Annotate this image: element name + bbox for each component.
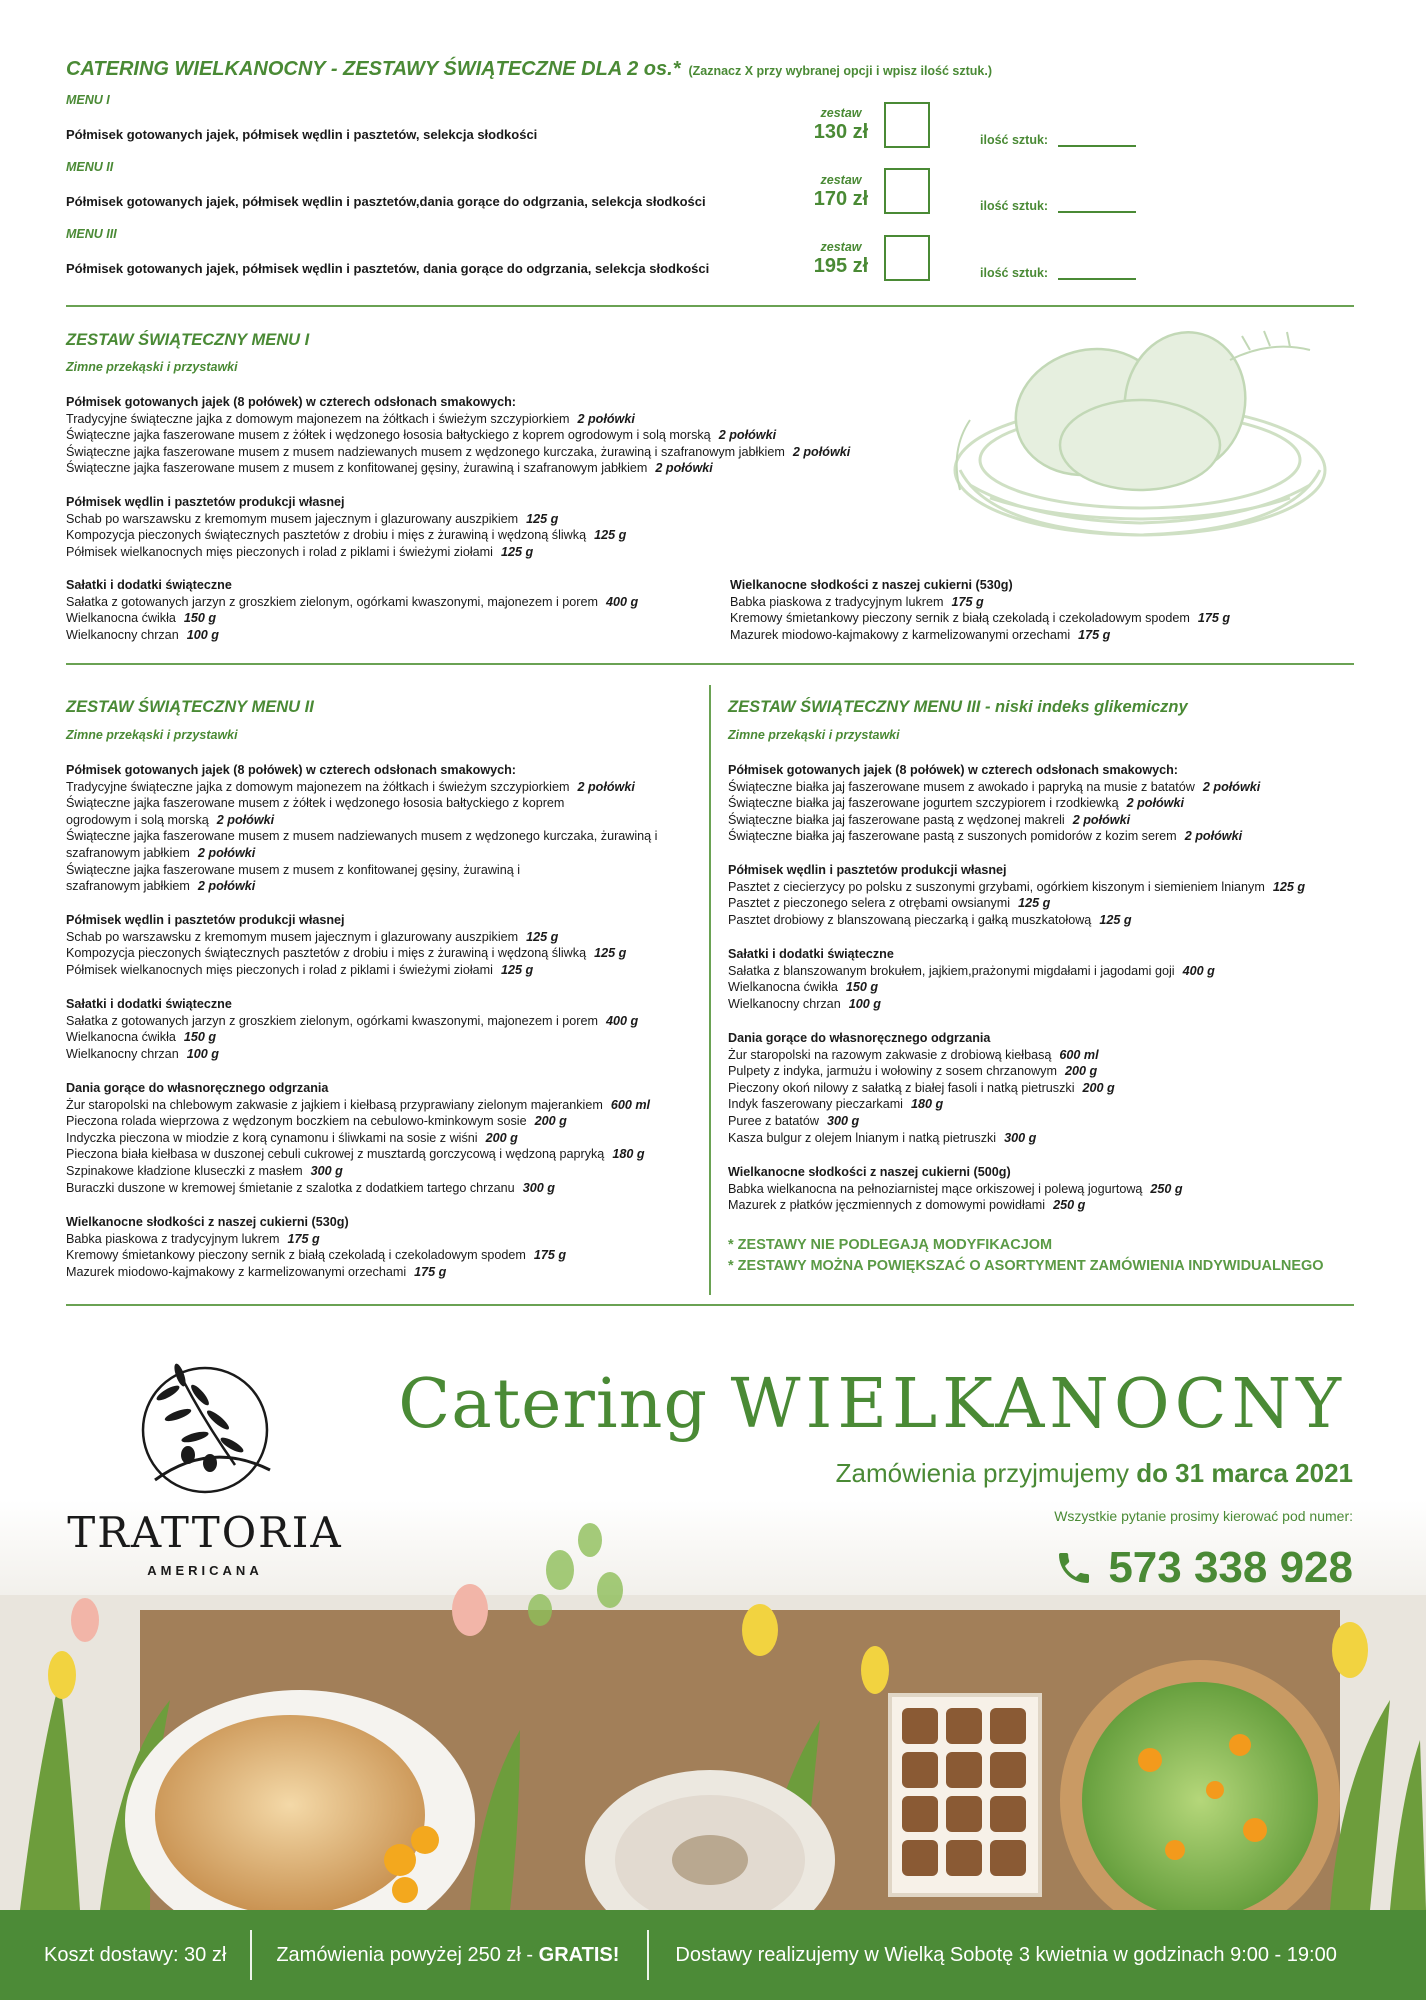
- menu-label: MENU III: [66, 227, 117, 241]
- list-item: Pieczona biała kiełbasa w duszonej cebuli cukrowej z musztardą gorczycową i wędzoną papryką 180 g: [66, 1147, 645, 1162]
- list-item: Kasza bulgur z olejem lnianym i natką pietruszki 300 g: [728, 1130, 1037, 1145]
- menu-3-eggs: [728, 762, 1260, 845]
- menu-2-hot: [66, 1080, 650, 1196]
- list-item: Babka wielkanocna na pełnoziarnistej mące orkiszowej i polewą jogurtową 250 g: [728, 1181, 1183, 1196]
- menu-1-sweets: [730, 577, 1230, 643]
- list-item: Świąteczne jajka faszerowane musem z żółtek i wędzonego łososia bałtyckiego z koprem ogrodowym i solą morską 2 połówki: [66, 796, 565, 827]
- list-item: Indyczka pieczona w miodzie z korą cynamonu i śliwkami na sosie z wiśni 200 g: [66, 1130, 518, 1145]
- divider: [66, 1304, 1354, 1306]
- menu-3-title: ZESTAW ŚWIĄTECZNY MENU III - niski indeks glikemiczny: [728, 698, 1188, 716]
- block-heading: Półmisek wędlin i pasztetów produkcji własnej: [728, 863, 1007, 877]
- order-deadline: Zamówienia przyjmujemy do 31 marca 2021: [835, 1458, 1353, 1488]
- menu-price: 195 zł: [813, 255, 869, 277]
- delivery-cost: Koszt dostawy: 30 zł: [44, 1943, 227, 1966]
- list-item: Wielkanocny chrzan 100 g: [728, 996, 881, 1011]
- block-heading: Sałatki i dodatki świąteczne: [66, 997, 232, 1011]
- list-item: Kompozycja pieczonych świątecznych pasztetów z drobiu i mięs z żurawiną i wędzoną śliwką 125 g: [66, 946, 627, 961]
- zestaw-label: zestaw: [820, 240, 862, 254]
- block-heading: Sałatki i dodatki świąteczne: [728, 947, 894, 961]
- list-item: Sałatka z gotowanych jarzyn z groszkiem zielonym, ogórkami kwaszonymi, majonezem i porem 400 g: [66, 1013, 639, 1028]
- note-line: * ZESTAWY MOŻNA POWIĘKSZAĆ O ASORTYMENT ZAMÓWIENIA INDYWIDUALNEGO: [728, 1258, 1324, 1274]
- qty-input-line[interactable]: [1058, 278, 1136, 280]
- list-item: Półmisek wielkanocnych mięs pieczonych i rolad z piklami i świeżymi ziołami 125 g: [66, 962, 534, 977]
- list-item: Pieczony okoń nilowy z sałatką z białej fasoli i natką pietruszki 200 g: [728, 1080, 1115, 1095]
- footer-divider: [250, 1930, 252, 1980]
- menu-2-meats: [66, 912, 626, 978]
- footer-divider: [647, 1930, 649, 1980]
- divider: [66, 305, 1354, 307]
- divider: [66, 663, 1354, 665]
- list-item: Świąteczne jajka faszerowane musem z żółtek i wędzonego łososia bałtyckiego z koprem ogrodowym i solą morską 2 połówki: [66, 428, 777, 443]
- block-heading: Wielkanocne słodkości z naszej cukierni (530g): [730, 578, 1013, 592]
- list-item: Mazurek miodowo-kajmakowy z karmelizowanymi orzechami 175 g: [66, 1264, 447, 1279]
- footer-bar: [0, 1910, 1426, 2000]
- title-part: WIELKANOCNY: [730, 1365, 1346, 1444]
- block-heading: Półmisek wędlin i pasztetów produkcji własnej: [66, 495, 345, 509]
- list-item: Puree z batatów 300 g: [728, 1113, 860, 1128]
- menu-3-hot: [728, 1030, 1115, 1146]
- list-item: Schab po warszawsku z kremomym musem jajecznym i glazurowany auszpikiem 125 g: [66, 511, 559, 526]
- block-heading: Wielkanocne słodkości z naszej cukierni (500g): [728, 1165, 1011, 1179]
- menu-price: 130 zł: [813, 121, 869, 143]
- list-item: Wielkanocna ćwikła 150 g: [728, 980, 879, 995]
- block-heading: Sałatki i dodatki świąteczne: [66, 578, 232, 592]
- list-item: Świąteczne białka jaj faszerowane pastą z suszonych pomidorów z kozim serem 2 połówki: [728, 829, 1243, 844]
- list-item: Indyk faszerowany pieczarkami 180 g: [728, 1097, 944, 1112]
- qty-label: ilość sztuk:: [980, 133, 1049, 147]
- menu-3-salads: [728, 946, 1215, 1012]
- list-item: Wielkanocny chrzan 100 g: [66, 1046, 219, 1061]
- qty-input-line[interactable]: [1058, 211, 1136, 213]
- menu-desc: Półmisek gotowanych jajek, półmisek wędlin i pasztetów, dania gorące do odgrzania, selekcja słodkości: [66, 261, 710, 276]
- delivery-hours: Dostawy realizujemy w Wielką Sobotę 3 kwietnia w godzinach 9:00 - 19:00: [675, 1943, 1337, 1966]
- list-item: Pasztet drobiowy z blanszowaną pieczarką i gałką muszkatołową 125 g: [728, 912, 1132, 927]
- basket-eggs-illustration: [930, 320, 1340, 550]
- block-heading: Półmisek gotowanych jajek (8 połówek) w czterech odsłonach smakowych:: [66, 395, 517, 409]
- block-heading: Półmisek gotowanych jajek (8 połówek) w czterech odsłonach smakowych:: [728, 763, 1179, 777]
- block-heading: Półmisek gotowanych jajek (8 połówek) w czterech odsłonach smakowych:: [66, 763, 517, 777]
- list-item: Schab po warszawsku z kremomym musem jajecznym i glazurowany auszpikiem 125 g: [66, 929, 559, 944]
- list-item: Pasztet z ciecierzycy po polsku z suszonymi grzybami, ogórkiem kiszonym i siemieniem lnianym 125 g: [728, 879, 1306, 894]
- list-item: Mazurek z płatków jęczmiennych z domowymi powidłami 250 g: [728, 1198, 1086, 1213]
- menu-1-eggs: [66, 394, 850, 477]
- block-heading: Dania gorące do własnoręcznego odgrzania: [66, 1081, 329, 1095]
- phone-row[interactable]: [1054, 1540, 1353, 1596]
- order-note: (Zaznacz X przy wybranej opcji i wpisz ilość sztuk.): [688, 64, 993, 78]
- order-title: CATERING WIELKANOCNY - ZESTAWY ŚWIĄTECZNE DLA 2 os.* (Zaznacz X przy wybranej opcji i wpisz ilość sztuk.): [66, 58, 993, 80]
- list-item: Mazurek miodowo-kajmakowy z karmelizowanymi orzechami 175 g: [730, 627, 1111, 642]
- menu-3-sweets: [728, 1164, 1183, 1214]
- qty-input-line[interactable]: [1058, 145, 1136, 147]
- menu-price: 170 zł: [813, 188, 869, 210]
- menu-2-subtitle: Zimne przekąski i przystawki: [66, 728, 238, 742]
- phone-icon: [1054, 1548, 1094, 1588]
- menu-2-title: ZESTAW ŚWIĄTECZNY MENU II: [66, 698, 314, 716]
- list-item: Babka piaskowa z tradycyjnym lukrem 175 g: [730, 594, 984, 609]
- list-item: Szpinakowe kładzione kluseczki z masłem 300 g: [66, 1163, 343, 1178]
- list-item: Tradycyjne świąteczne jajka z domowym majonezem na żółtkach i świeżym szczypiorkiem 2 połówki: [66, 779, 635, 794]
- list-item: Świąteczne białka jaj faszerowane pastą z wędzonej makreli 2 połówki: [728, 812, 1131, 827]
- list-item: Świąteczne białka jaj faszerowane jogurtem szczypiorem i rzodkiewką 2 połówki: [728, 796, 1184, 811]
- free-delivery: Zamówienia powyżej 250 zł - GRATIS!: [276, 1943, 620, 1966]
- list-item: Żur staropolski na razowym zakwasie z drobiową kiełbasą 600 ml: [728, 1047, 1099, 1062]
- menu-2-sweets: [66, 1214, 566, 1280]
- list-item: Półmisek wielkanocnych mięs pieczonych i rolad z piklami i świeżymi ziołami 125 g: [66, 544, 534, 559]
- list-item: Świąteczne białka jaj faszerowane musem z awokado i papryką na musie z batatów 2 połówki: [728, 779, 1261, 794]
- column-divider: [709, 685, 711, 1295]
- menu-3-checkbox[interactable]: [884, 235, 930, 281]
- menu-2-salads: [66, 996, 638, 1062]
- list-item: Kremowy śmietankowy pieczony sernik z białą czekoladą i czekoladowym spodem 175 g: [730, 611, 1231, 626]
- zestaw-label: zestaw: [820, 173, 862, 187]
- block-heading: Dania gorące do własnoręcznego odgrzania: [728, 1031, 991, 1045]
- block-heading: Półmisek wędlin i pasztetów produkcji własnej: [66, 913, 345, 927]
- note-line: * ZESTAWY NIE PODLEGAJĄ MODYFIKACJOM: [728, 1237, 1053, 1253]
- list-item: Babka piaskowa z tradycyjnym lukrem 175 g: [66, 1231, 320, 1246]
- qty-label: ilość sztuk:: [980, 199, 1049, 213]
- list-item: Sałatka z blanszowanym brokułem, jajkiem,prażonymi migdałami i jagodami goji 400 g: [728, 963, 1215, 978]
- block-heading: Wielkanocne słodkości z naszej cukierni (530g): [66, 1215, 349, 1229]
- list-item: Pieczona rolada wieprzowa z wędzonym boczkiem na cebulowo-kminkowym sosie 200 g: [66, 1114, 567, 1129]
- title-part: Catering: [398, 1365, 708, 1444]
- list-item: Świąteczne jajka faszerowane musem z musem nadziewanych musem z wędzonego kurczaka, żurawiną i szafranowym jabłkiem 2 połówki: [66, 444, 851, 459]
- qty-label: ilość sztuk:: [980, 266, 1049, 280]
- menu-label: MENU II: [66, 160, 114, 174]
- list-item: Sałatka z gotowanych jarzyn z groszkiem zielonym, ogórkami kwaszonymi, majonezem i porem 400 g: [66, 594, 639, 609]
- menu-1-subtitle: Zimne przekąski i przystawki: [66, 360, 238, 374]
- list-item: Żur staropolski na chlebowym zakwasie z jajkiem i kiełbasą przyprawiany zielonym majerankiem 600 ml: [66, 1097, 651, 1112]
- list-item: Świąteczne jajka faszerowane musem z musem nadziewanych musem z wędzonego kurczaka, żurawiną i szafranowym jabłkiem 2 połówki: [66, 829, 658, 860]
- list-item: Wielkanocny chrzan 100 g: [66, 627, 219, 642]
- menu-2-eggs: [66, 762, 706, 895]
- contact-prompt: Wszystkie pytanie prosimy kierować pod numer:: [1054, 1508, 1353, 1524]
- zestaw-label: zestaw: [820, 106, 862, 120]
- list-item: Pasztet z pieczonego selera z otrębami owsianymi 125 g: [728, 896, 1051, 911]
- menu-2-checkbox[interactable]: [884, 168, 930, 214]
- phone-number[interactable]: 573 338 928: [1108, 1543, 1353, 1592]
- brand-subname: AMERICANA: [147, 1563, 263, 1578]
- list-item: Tradycyjne świąteczne jajka z domowym majonezem na żółtkach i świeżym szczypiorkiem 2 połówki: [66, 411, 635, 426]
- list-item: Buraczki duszone w kremowej śmietanie z szalotka z dodatkiem tartego chrzanu 300 g: [66, 1180, 555, 1195]
- list-item: Świąteczne jajka faszerowane musem z musem z konfitowanej gęsiny, żurawiną i szafranowym jabłkiem 2 połówki: [66, 862, 521, 894]
- menu-3-subtitle: Zimne przekąski i przystawki: [728, 728, 900, 742]
- menu-1-checkbox[interactable]: [884, 102, 930, 148]
- menu-notes: [728, 1235, 1324, 1277]
- menu-desc: Półmisek gotowanych jajek, półmisek wędlin i pasztetów,dania gorące do odgrzania, selekcja słodkości: [66, 194, 706, 209]
- list-item: Kompozycja pieczonych świątecznych pasztetów z drobiu i mięs z żurawiną i wędzoną śliwką 125 g: [66, 528, 627, 543]
- menu-desc: Półmisek gotowanych jajek, półmisek wędlin i pasztetów, selekcja słodkości: [66, 127, 538, 142]
- brand-name: TRATTORIA: [67, 1508, 343, 1557]
- list-item: Wielkanocna ćwikła 150 g: [66, 611, 217, 626]
- menu-1-meats: [66, 494, 626, 560]
- menu-1-salads: [66, 577, 638, 643]
- list-item: Świąteczne jajka faszerowane musem z musem z konfitowanej gęsiny, żurawiną i szafranowym jabłkiem 2 połówki: [66, 461, 713, 476]
- list-item: Wielkanocna ćwikła 150 g: [66, 1030, 217, 1045]
- catering-title: [398, 1365, 1346, 1444]
- menu-label: MENU I: [66, 93, 110, 107]
- list-item: Kremowy śmietankowy pieczony sernik z białą czekoladą i czekoladowym spodem 175 g: [66, 1248, 567, 1263]
- menu-1-title: ZESTAW ŚWIĄTECZNY MENU I: [66, 331, 310, 349]
- list-item: Pulpety z indyka, jarmużu i wołowiny z sosem chrzanowym 200 g: [728, 1064, 1098, 1079]
- menu-3-meats: [728, 862, 1305, 928]
